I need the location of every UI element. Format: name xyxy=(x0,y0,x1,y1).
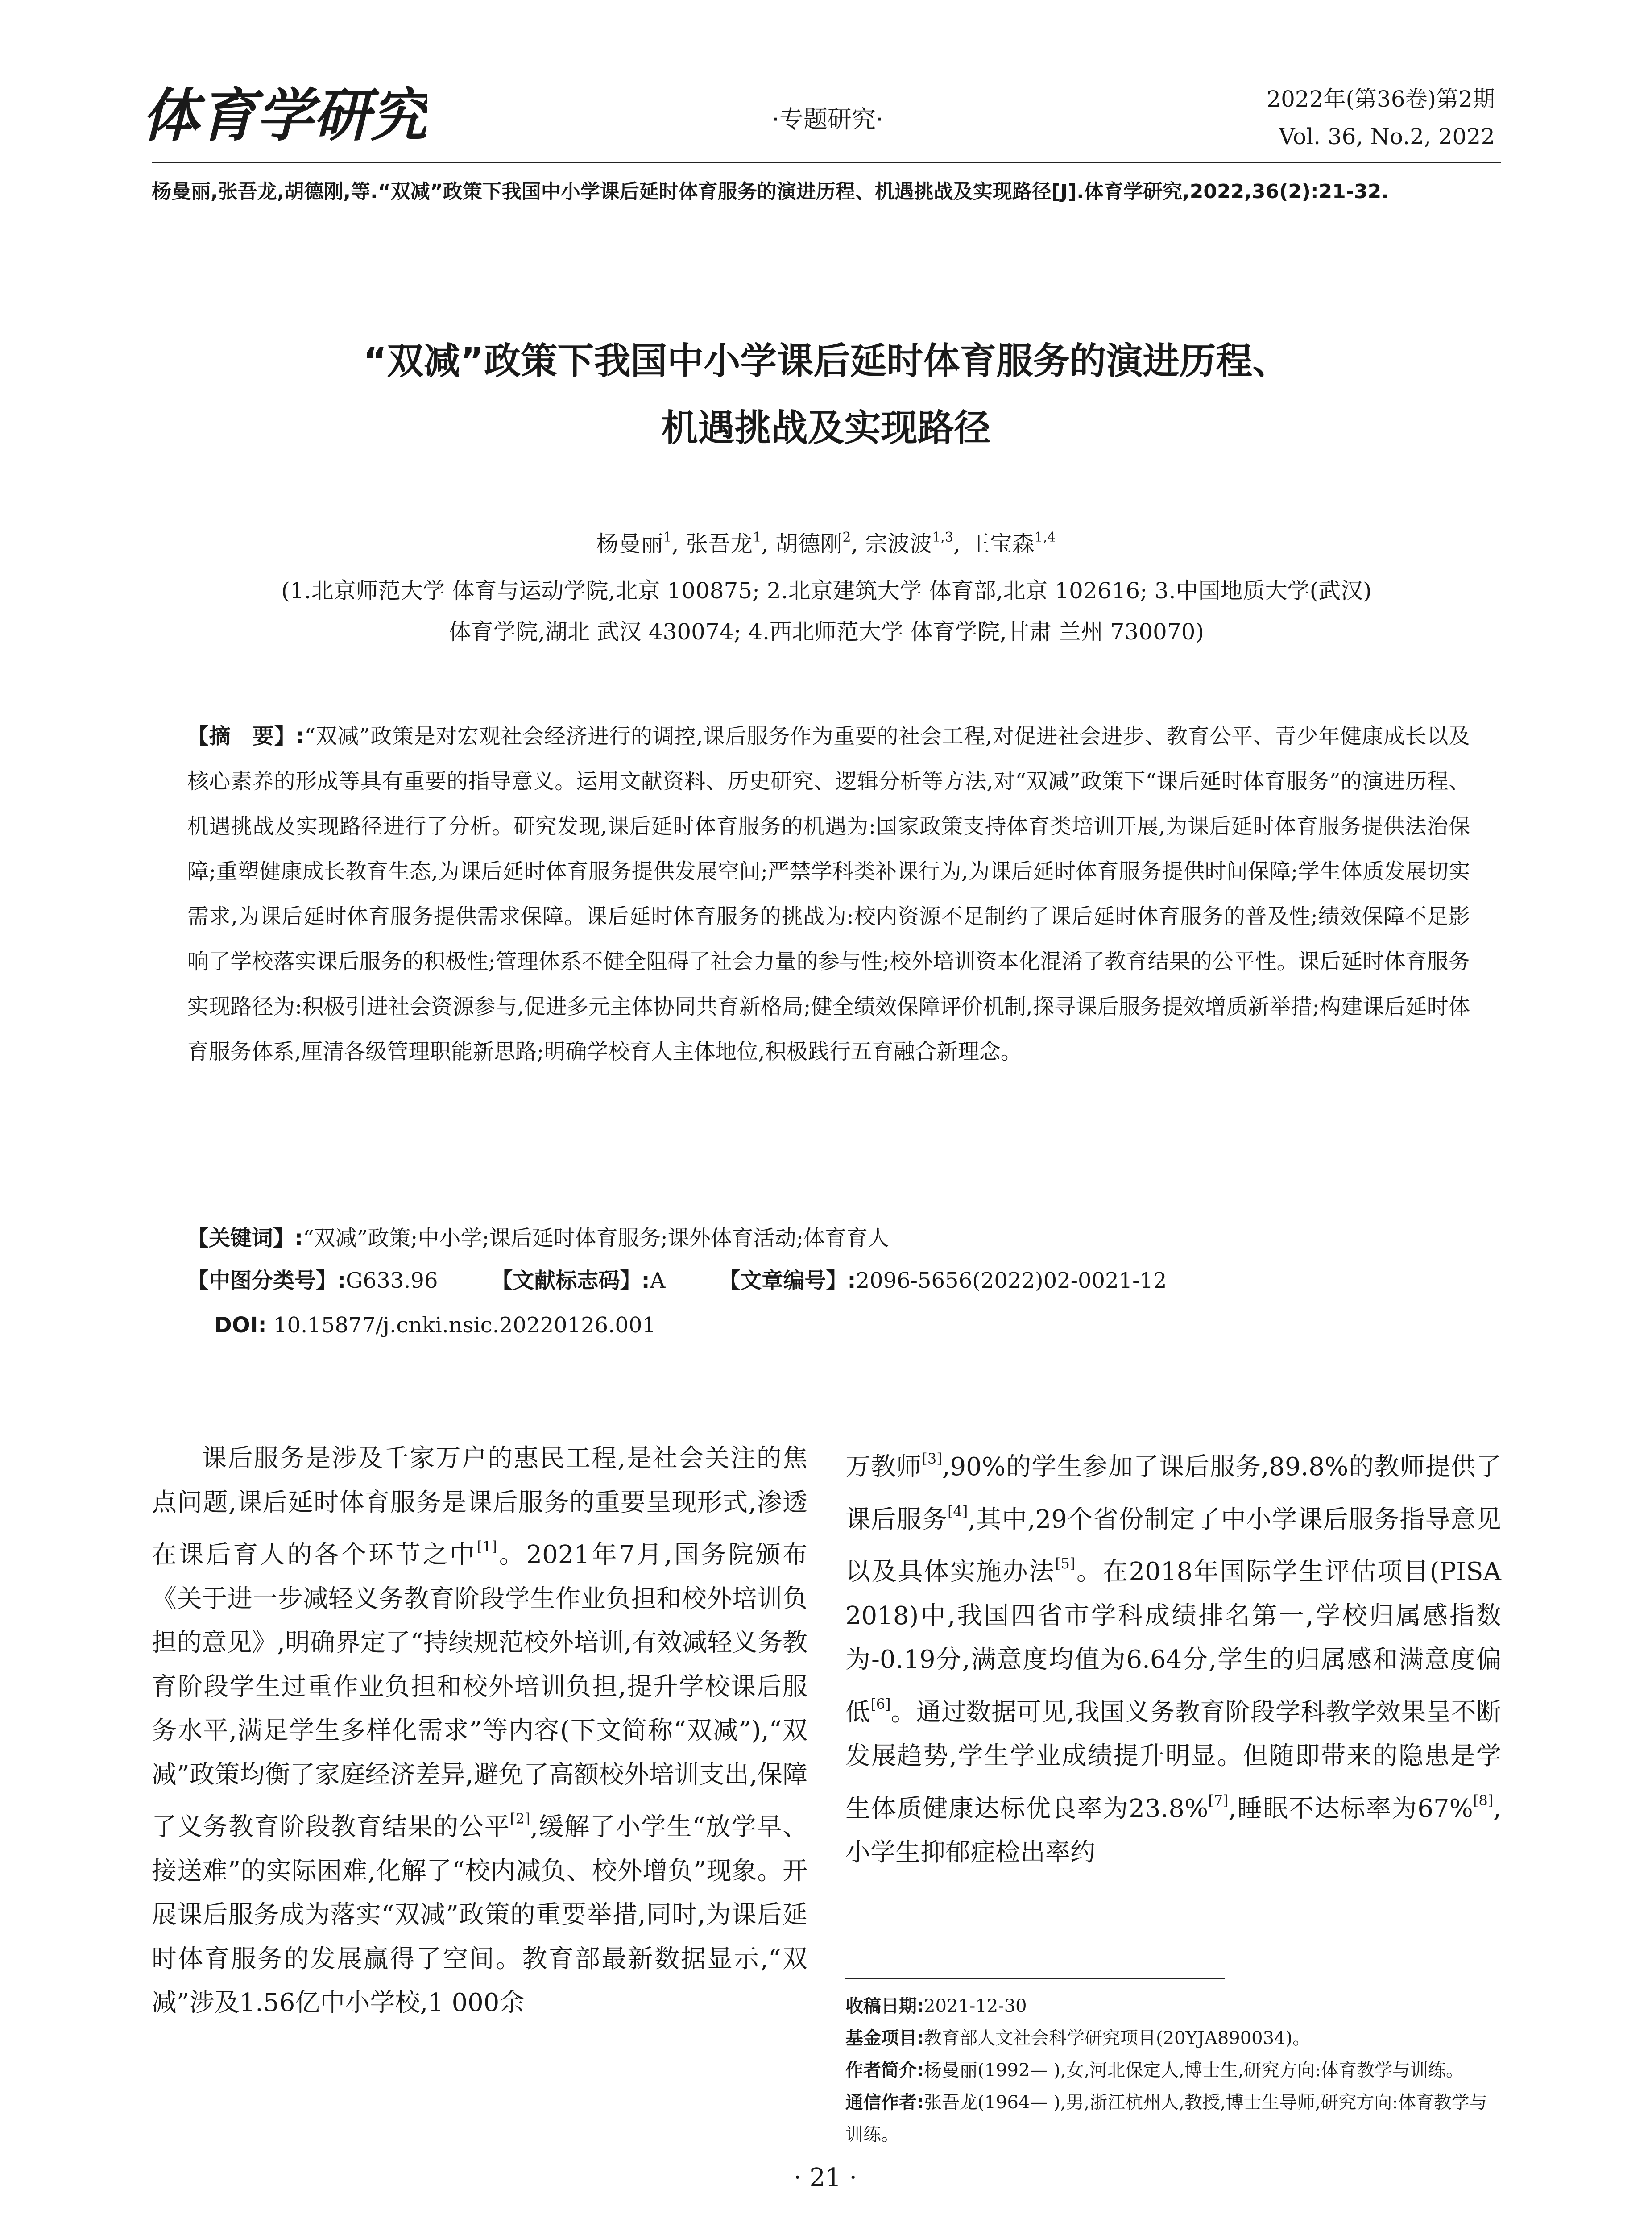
classification-line xyxy=(187,1261,1470,1301)
abstract-label: 【摘 要】: xyxy=(187,724,305,749)
author-bio-label: 作者简介: xyxy=(845,2060,924,2081)
footnotes xyxy=(845,1990,1501,2151)
author: 宗波波 xyxy=(865,531,932,557)
body-column-right xyxy=(845,1437,1501,1875)
citation-ref[interactable]: [8] xyxy=(1473,1791,1494,1809)
title-line-1: “双减”政策下我国中小学课后延时体育服务的演进历程、 xyxy=(363,340,1289,382)
issue-en: Vol. 36, No.2, 2022 xyxy=(1279,124,1495,149)
citation-ref[interactable]: [5] xyxy=(1055,1555,1076,1572)
body-text: 。通过数据可见,我国义务教育阶段学科教学效果呈不断发展趋势,学生学业成绩提升明显。但随即带来的隐患是学生体质健康达标优良率为23.8% xyxy=(845,1697,1501,1823)
issue-cn: 2022年(第36卷)第2期 xyxy=(1267,86,1495,112)
doc-code-label: 【文献标志码】: xyxy=(491,1268,650,1293)
doi-value: 10.15877/j.cnki.nsic.20220126.001 xyxy=(273,1313,656,1338)
header-divider xyxy=(152,162,1501,163)
footnote-author xyxy=(845,2054,1501,2086)
citation: 杨曼丽,张吾龙,胡德刚,等.“双减”政策下我国中小学课后延时体育服务的演进历程、机遇挑战及实现路径[J].体育学研究,2022,36(2):21-32. xyxy=(152,180,1389,203)
column-label: ·专题研究· xyxy=(771,105,884,133)
abstract-text: “双减”政策是对宏观社会经济进行的调控,课后服务作为重要的社会工程,对促进社会进步、教育公平、青少年健康成长以及核心素养的形成等具有重要的指导意义。运用文献资料、历史研究、逻辑分析等方法,对“双减”政策下“课后延时体育服务”的演进历程、机遇挑战及实现路径进行了分析。研究发现,课后延时体育服务的机遇为:国家政策支持体育类培训开展,为课后延时体育服务提供法治保障;重塑健康成长教育生态,为课后延时体育服务提供发展空间;严禁学科类补课行为,为课后延时体育服务提供时间保障;学生体质发展切实需求,为课后延时体育服务提供需求保障。课后延时体育服务的挑战为:校内资源不足制约了课后延时体育服务的普及性;绩效保障不足影响了学校落实课后服务的积极性;管理体系不健全阻碍了社会力量的参与性;校外培训资本化混淆了教育结果的公平性。课后延时体育服务实现路径为:积极引进社会资源参与,促进多元主体协同共育新格局;健全绩效保障评价机制,探寻课后服务提效增质新举措;构建课后延时体育服务体系,厘清各级管理职能新思路;明确学校育人主体地位,积极践行五育融合新理念。 xyxy=(187,724,1470,1064)
citation-ref[interactable]: [7] xyxy=(1208,1791,1229,1809)
clc-value: G633.96 xyxy=(346,1268,438,1293)
journal-logo xyxy=(142,83,427,149)
article-no-label: 【文章编号】: xyxy=(719,1268,856,1293)
journal-logo-text: 体育学研究 xyxy=(142,83,427,149)
corresponding-value: 张吾龙(1964— ),男,浙江杭州人,教授,博士生导师,研究方向:体育教学与训练。 xyxy=(845,2092,1487,2145)
body-text: ,睡眠不达标率为67% xyxy=(1228,1794,1473,1823)
body-text: 万教师 xyxy=(845,1452,922,1481)
body-text: 。2021年7月,国务院颁布《关于进一步减轻义务教育阶段学生作业负担和校外培训负担的意见》,明确界定了“持续规范校外培训,有效减轻义务教育阶段学生过重作业负担和校外培训负担,提升学校课后服务水平,满足学生多样化需求”等内容(下文简称“双减”),“双减”政策均衡了家庭经济差异,避免了高额校外培训支出,保障了义务教育阶段教育结果的公平 xyxy=(152,1540,808,1841)
author: 张吾龙 xyxy=(686,531,753,557)
citation-ref[interactable]: [1] xyxy=(476,1538,497,1555)
author-affil-mark: 2 xyxy=(842,530,851,545)
body-paragraph xyxy=(152,1437,807,2025)
body-text: 课后服务是涉及千家万户的惠民工程,是社会关注的焦点问题,课后延时体育服务是课后服务的重要呈现形式,渗透在课后育人的各个环节之中 xyxy=(152,1444,807,1569)
doi-label: DOI: xyxy=(214,1313,267,1338)
fund-value: 教育部人文社会科学研究项目(20YJA890034)。 xyxy=(924,2028,1311,2049)
body-text: ,90%的学生参加了课后服务,89.8%的教师提供了课后服务 xyxy=(845,1452,1502,1534)
footnote-divider xyxy=(845,1978,1225,1979)
page-number: · 21 · xyxy=(793,2163,857,2192)
footnote-received xyxy=(845,1990,1501,2022)
received-label: 收稿日期: xyxy=(845,1996,924,2016)
body-paragraph xyxy=(845,1437,1501,1875)
article-title xyxy=(134,328,1518,462)
doc-code-value: A xyxy=(650,1268,666,1293)
author-affil-mark: 1,3 xyxy=(932,530,953,545)
body-text: 。在2018年国际学生评估项目(PISA 2018)中,我国四省市学科成绩排名第一,学校归属感指数为-0.19分,满意度均值为6.64分,学生的归属感和满意度偏低 xyxy=(845,1557,1502,1727)
footnote-corresponding xyxy=(845,2086,1501,2151)
affiliation-line-2: 体育学院,湖北 武汉 430074; 4.西北师范大学 体育学院,甘肃 兰州 730070) xyxy=(449,619,1204,645)
author: 王宝森 xyxy=(967,531,1035,557)
affiliation-line-1: (1.北京师范大学 体育与运动学院,北京 100875; 2.北京建筑大学 体育部,北京 102616; 3.中国地质大学(武汉) xyxy=(281,578,1372,604)
citation-ref[interactable]: [3] xyxy=(922,1450,942,1467)
fund-label: 基金项目: xyxy=(845,2028,924,2049)
author-affil-mark: 1,4 xyxy=(1034,530,1056,545)
author-affil-mark: 1 xyxy=(753,530,762,545)
abstract xyxy=(187,714,1470,1074)
citation-ref[interactable]: [2] xyxy=(510,1810,530,1827)
title-line-2: 机遇挑战及实现路径 xyxy=(661,407,991,449)
author-bio-value: 杨曼丽(1992— ),女,河北保定人,博士生,研究方向:体育教学与训练。 xyxy=(924,2060,1464,2081)
author: 胡德刚 xyxy=(775,531,843,557)
issue-info xyxy=(1093,80,1495,155)
body-text: ,其中,29个省份制定了中小学课后服务指导意见以及具体实施办法 xyxy=(845,1505,1501,1586)
journal-logo-calligraphy xyxy=(142,83,427,149)
doi xyxy=(214,1305,656,1345)
clc-label: 【中图分类号】: xyxy=(187,1268,346,1293)
article-no-value: 2096-5656(2022)02-0021-12 xyxy=(856,1268,1167,1293)
body-text: ,小学生抑郁症检出率约 xyxy=(845,1794,1501,1867)
affiliations xyxy=(152,570,1501,652)
author-list: 杨曼丽$^1$, 张吾龙$^1$, 胡德刚$^2$, 宗波波$^{1,3}$, 王宝森$^{1,4}$ xyxy=(596,530,1056,557)
author: 杨曼丽 xyxy=(596,531,663,557)
keywords-label: 【关键词】: xyxy=(187,1226,303,1251)
citation-ref[interactable]: [4] xyxy=(947,1502,968,1520)
keywords xyxy=(187,1218,1470,1258)
received-value: 2021-12-30 xyxy=(924,1996,1027,2016)
author-affil-mark: 1 xyxy=(663,530,672,545)
body-text: ,缓解了小学生“放学早、接送难”的实际困难,化解了“校内减负、校外增负”现象。开展课后服务成为落实“双减”政策的重要举措,同时,为课后延时体育服务的发展赢得了空间。教育部最新数据显示,“双减”涉及1.56亿中小学校,1 000余 xyxy=(152,1812,807,2017)
footnote-fund xyxy=(845,2022,1501,2054)
body-column-left xyxy=(152,1437,807,2025)
citation-ref[interactable]: [6] xyxy=(870,1695,891,1713)
keywords-text: “双减”政策;中小学;课后延时体育服务;课外体育活动;体育育人 xyxy=(303,1226,889,1251)
corresponding-label: 通信作者: xyxy=(845,2092,924,2113)
